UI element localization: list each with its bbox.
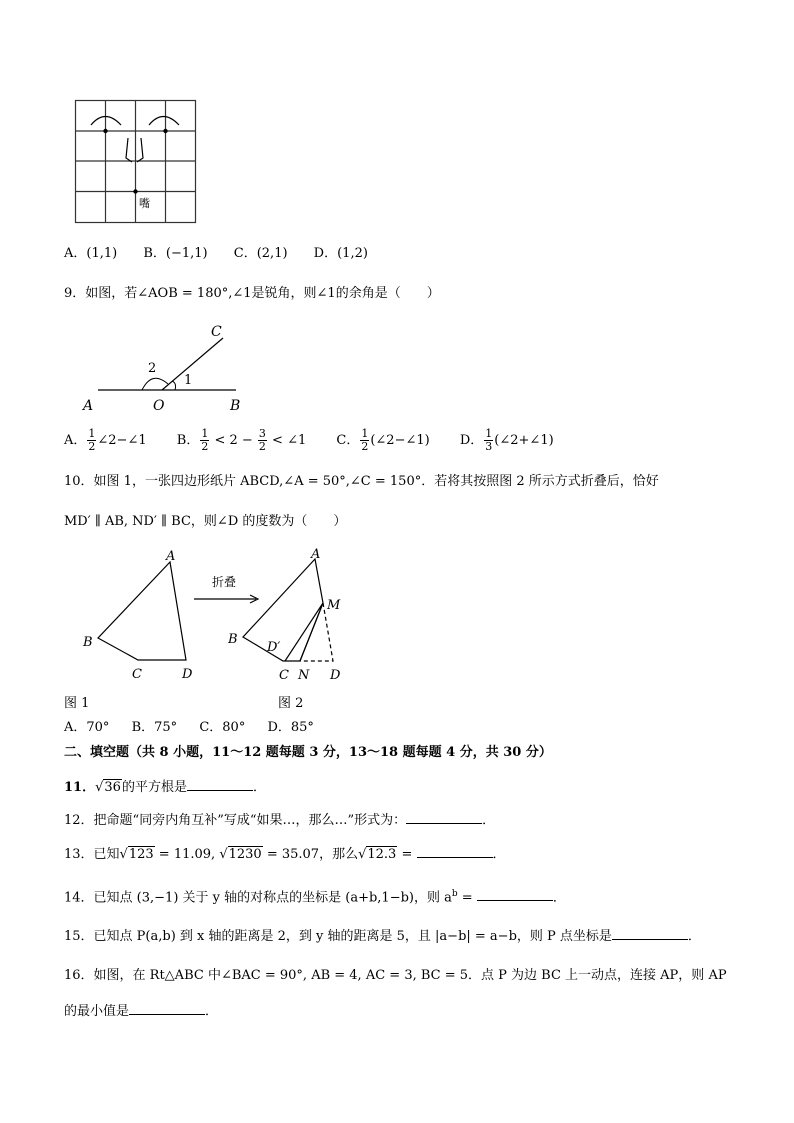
sqrt-symbol: √	[358, 847, 367, 862]
fig2-label-a: A	[311, 547, 321, 562]
q10-option-a[interactable]: A．70°	[64, 720, 110, 735]
q16-line1: 16．如图，在 Rt△ABC 中∠BAC = 90°, AB = 4, AC = 3, BC = 5．点 P 为边 BC 上一动点，连接 AP，则 AP	[64, 968, 727, 983]
fig1-label-b: B	[83, 635, 93, 650]
q10-stem-line1: 10．如图 1，一张四边形纸片 ABCD,∠A = 50°,∠C = 150°．若将其按照图 2 所示方式折叠后，恰好	[64, 474, 659, 489]
q8-option-c[interactable]: C．(2,1)	[233, 246, 288, 261]
q10-option-c[interactable]: C．80°	[199, 720, 246, 735]
fig2-label-dprime: D′	[267, 640, 281, 655]
answer-blank[interactable]	[612, 927, 688, 940]
fig2-label-c: C	[279, 668, 289, 683]
q8-options	[64, 245, 368, 263]
sqrt-symbol: √	[119, 847, 128, 862]
fig1-label-a: A	[166, 549, 176, 564]
q16-line2: 的最小值是 ．	[64, 1004, 219, 1019]
sqrt-symbol: √	[95, 780, 104, 795]
sqrt-symbol: √	[219, 847, 228, 862]
fold-label: 折叠	[212, 575, 237, 589]
label-2: 2	[148, 361, 157, 376]
q13: 13．已知√123 = 11.09, √1230 = 35.07，那么√12.3 = ．	[64, 847, 506, 862]
q9-option-d[interactable]: D． $\frac{1}{3}$ (∠2+∠1)	[459, 427, 554, 453]
fig1-caption: 图 1	[64, 696, 90, 711]
label-a: A	[83, 398, 94, 414]
q14: 14．已知点 (3,−1) 关于 y 轴的对称点的坐标是 (a+b,1−b)，则 $a^b$ = ．	[64, 889, 566, 906]
face-grid-figure	[75, 100, 197, 224]
fig1-label-c: C	[132, 667, 142, 682]
fig2-caption: 图 2	[278, 696, 304, 711]
q12: 12．把命题“同旁内角互补”写成“如果…，那么…”形式为： ．	[64, 813, 496, 828]
q15: 15．已知点 P(a,b) 到 x 轴的距离是 2，到 y 轴的距离是 5，且 |a−b| = a−b，则 P 点坐标是 ．	[64, 929, 701, 944]
fig2-label-b: B	[228, 632, 238, 647]
angle-figure	[80, 320, 250, 415]
q10-stem-line2: MD′ ∥ AB, ND′ ∥ BC，则∠D 的度数为（ ）	[64, 514, 347, 529]
q10-option-d[interactable]: D．85°	[267, 720, 314, 735]
answer-blank[interactable]	[129, 1002, 205, 1015]
label-b: B	[230, 398, 241, 414]
answer-blank[interactable]	[477, 888, 553, 901]
q10-option-b[interactable]: B．75°	[131, 720, 178, 735]
fig2-label-d: D	[330, 668, 341, 683]
q8-option-d[interactable]: D．(1,2)	[313, 246, 368, 261]
mouth-label: 嘴	[139, 197, 150, 210]
q9-option-c[interactable]: C． $\frac{1}{2}$ (∠2−∠1)	[336, 427, 430, 453]
label-c: C	[211, 324, 222, 340]
q9-option-a[interactable]: A． $\frac{1}{2}$ ∠2−∠1	[64, 427, 147, 453]
fig1-label-d: D	[182, 667, 193, 682]
answer-blank[interactable]	[417, 845, 493, 858]
q8-option-b[interactable]: B．(−1,1)	[143, 246, 208, 261]
label-1: 1	[184, 373, 193, 388]
q11: 11．√36的平方根是 ．	[64, 780, 266, 795]
fraction: $\frac{1}{2}$	[88, 427, 96, 453]
q10-options	[64, 719, 314, 737]
quadrilateral-figure-1	[80, 548, 210, 688]
q9-option-b[interactable]: B． $\frac{1}{2}$ < 2 − $\frac{3}{2}$ < ∠1	[176, 427, 307, 453]
q9-options	[64, 428, 554, 453]
label-o: O	[153, 398, 165, 414]
quadrilateral-figure-2	[225, 545, 360, 690]
fig2-label-n: N	[298, 668, 310, 683]
fig2-label-m: M	[327, 598, 341, 613]
fraction: $\frac{3}{2}$	[258, 427, 266, 453]
section-heading: 二、填空题（共 8 小题，11～12 题每题 3 分，13～18 题每题 4 分，共 30 分）	[64, 745, 552, 760]
fraction: $\frac{1}{3}$	[485, 427, 493, 453]
answer-blank[interactable]	[406, 811, 482, 824]
q8-option-a[interactable]: A．(1,1)	[64, 246, 118, 261]
fraction: $\frac{1}{2}$	[201, 427, 209, 453]
answer-blank[interactable]	[187, 778, 253, 791]
q9-stem: 9．如图，若∠AOB = 180°,∠1是锐角，则∠1的余角是（ ）	[64, 286, 440, 301]
fraction: $\frac{1}{2}$	[361, 427, 369, 453]
